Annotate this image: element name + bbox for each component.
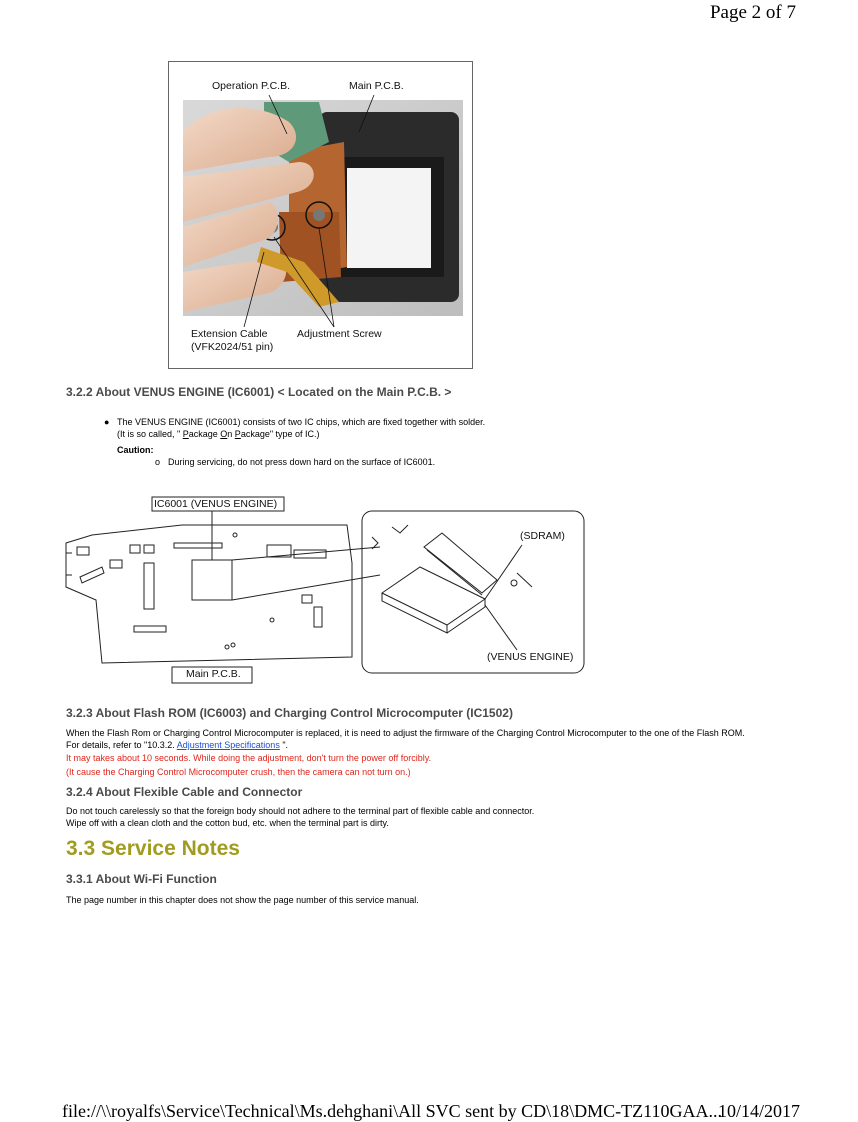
label-extension-cable-sub: (VFK2024/51 pin) xyxy=(191,341,274,353)
footer-date: 10/14/2017 xyxy=(718,1101,801,1121)
bullet-line-1: The VENUS ENGINE (IC6001) consists of two IC chips, which are fixed together with solder. xyxy=(117,417,486,427)
label-extension-cable: Extension Cable xyxy=(191,328,268,340)
camera-photo xyxy=(169,62,472,368)
heading-323: 3.2.3 About Flash ROM (IC6003) and Charging Control Microcomputer (IC1502) xyxy=(66,706,513,720)
circle-bullet: o xyxy=(155,457,161,467)
camera-photo-figure xyxy=(168,61,473,369)
text-324-line2: Wipe off with a clean cloth and the cotton bud, etc. when the terminal part is dirty. xyxy=(66,818,389,828)
label-ic6001: IC6001 (VENUS ENGINE) xyxy=(154,498,278,510)
text-331: The page number in this chapter does not show the page number of this service manual. xyxy=(66,895,419,905)
pcb-diagram xyxy=(62,495,587,687)
heading-33: 3.3 Service Notes xyxy=(66,837,240,860)
label-sdram: (SDRAM) xyxy=(520,530,565,542)
label-adjustment-screw: Adjustment Screw xyxy=(297,328,382,340)
label-main-pcb-diagram: Main P.C.B. xyxy=(186,668,241,680)
text-323-line2: For details, refer to "10.3.2. Adjustment Specifications ". xyxy=(66,740,289,750)
text-323-red2: (It cause the Charging Control Microcomputer crush, then the camera can not turn on.) xyxy=(66,767,411,777)
text-323-line1: When the Flash Rom or Charging Control Microcomputer is replaced, it is need to adjust the firmware of the Charging Control Microcomputer to the one of the Flash ROM. xyxy=(66,728,745,738)
footer-file-path: file://\\royalfs\Service\Technical\Ms.dehghani\All SVC sent by CD\18\DMC-TZ110GAA... xyxy=(62,1101,722,1121)
heading-322: 3.2.2 About VENUS ENGINE (IC6001) < Located on the Main P.C.B. > xyxy=(66,385,452,399)
text-324-line1: Do not touch carelessly so that the foreign body should not adhere to the terminal part of flexible cable and connector. xyxy=(66,806,535,816)
bullet-line-2: (It is so called, " Package On Package" type of IC.) xyxy=(117,429,320,439)
caution-label: Caution: xyxy=(117,445,154,455)
label-main-pcb: Main P.C.B. xyxy=(349,80,404,92)
page-number: Page 2 of 7 xyxy=(709,2,796,23)
adjustment-specifications-link[interactable]: Adjustment Specifications xyxy=(176,740,280,750)
heading-331: 3.3.1 About Wi-Fi Function xyxy=(66,872,217,886)
bullet-dot: ● xyxy=(104,417,110,427)
text-323-red1: It may takes about 10 seconds. While doing the adjustment, don't turn the power off forcibly. xyxy=(66,753,432,763)
label-venus-engine: (VENUS ENGINE) xyxy=(487,651,574,663)
heading-324: 3.2.4 About Flexible Cable and Connector xyxy=(66,785,303,799)
label-operation-pcb: Operation P.C.B. xyxy=(212,80,291,92)
caution-text: During servicing, do not press down hard on the surface of IC6001. xyxy=(168,457,436,467)
